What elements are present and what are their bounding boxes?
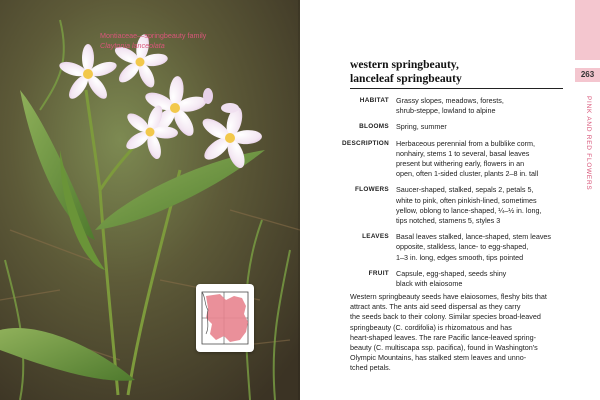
- essay-line: tched petals.: [350, 363, 391, 373]
- attribute-label: FLOWERS: [354, 186, 389, 194]
- scientific-name: Claytonia lanceolata: [100, 41, 165, 50]
- attribute-value: [396, 185, 570, 226]
- common-name: [350, 58, 462, 85]
- attribute-value-line: tips notched, stamens 5, styles 3: [396, 216, 501, 226]
- attribute-row-blooms: [320, 122, 570, 132]
- attribute-row-habitat: [320, 96, 570, 116]
- attribute-label: HABITAT: [359, 97, 389, 104]
- family-heading: [100, 31, 206, 51]
- attribute-value: [396, 96, 570, 116]
- common-name-line: lanceleaf springbeauty: [350, 71, 462, 85]
- attribute-label: DESCRIPTION: [342, 139, 389, 147]
- attribute-row-description: [320, 139, 570, 180]
- attribute-row-flowers: [320, 185, 570, 226]
- page-number: 263: [575, 68, 600, 82]
- attribute-label: LEAVES: [362, 233, 389, 241]
- essay-line: attract ants. The ants aid seed dispersal as they carry: [350, 302, 521, 312]
- attribute-value-line: shrub-steppe, lowland to alpine: [396, 106, 496, 116]
- common-name-line: western springbeauty,: [350, 58, 459, 71]
- attribute-value-line: Grassy slopes, meadows, forests,: [396, 96, 504, 105]
- attribute-value-line: 1–3 in. long, edges smooth, tips pointed: [396, 252, 524, 262]
- attribute-value-line: opposite, stalkless, lance- to egg-shaped,: [396, 242, 529, 252]
- attribute-value: [396, 269, 570, 289]
- title-rule: [350, 88, 563, 89]
- essay-line: springbeauty (C. cordifolia) is rhizomatous and has: [350, 322, 512, 332]
- attribute-value-line: nonhairy, stems 1 to several, basal leaves: [396, 148, 530, 158]
- attribute-value-line: present but withering early, flowers in an: [396, 159, 525, 169]
- species-essay: [350, 292, 575, 374]
- attribute-value-line: Saucer-shaped, stalked, sepals 2, petals 5,: [396, 185, 534, 195]
- attribute-value-line: Basal leaves stalked, lance-shaped, stem leaves: [396, 232, 552, 242]
- attribute-value-line: black with elaiosome: [396, 279, 463, 289]
- attribute-value-line: open, often 1-sided cluster, plants 2–8 in. tall: [396, 169, 539, 179]
- attribute-value: [396, 232, 570, 263]
- essay-line: Western springbeauty seeds have elaiosomes, fleshy bits that: [350, 292, 547, 301]
- attribute-value: [396, 122, 570, 132]
- attribute-value-line: white to pink, often pinkish-lined, sometimes: [396, 195, 537, 205]
- attribute-value-line: yellow, oblong to lance-shaped, ¼–½ in. long,: [396, 205, 542, 215]
- attribute-value-line: Herbaceous perennial from a bulblike corm,: [396, 138, 536, 148]
- section-tab: [575, 0, 600, 60]
- essay-line: beauty (C. multiscapa ssp. pacifica), found in Washington's: [350, 343, 538, 353]
- range-map-icon: [196, 284, 254, 352]
- essay-line: heart-shaped leaves. The rare Pacific lance-leaved spring-: [350, 332, 537, 342]
- range-map: [196, 284, 254, 352]
- section-label: [582, 96, 594, 206]
- attribute-value: [396, 139, 570, 180]
- essay-line: Olympic Mountains, has stalked stem leaves and unno-: [350, 353, 527, 363]
- attribute-label: FRUIT: [368, 269, 389, 277]
- attribute-row-fruit: [320, 269, 570, 289]
- species-attributes: [320, 96, 570, 295]
- attribute-row-leaves: [320, 232, 570, 263]
- essay-line: the seeds back to their colony. Similar species broad-leaved: [350, 312, 541, 322]
- section-label-text: PINK AND RED FLOWERS: [585, 96, 592, 191]
- attribute-value-line: Spring, summer: [396, 122, 447, 132]
- attribute-label: BLOOMS: [359, 123, 389, 131]
- family-line: Montiaceae—springbeauty family: [100, 31, 207, 40]
- attribute-value-line: Capsule, egg-shaped, seeds shiny: [396, 268, 507, 278]
